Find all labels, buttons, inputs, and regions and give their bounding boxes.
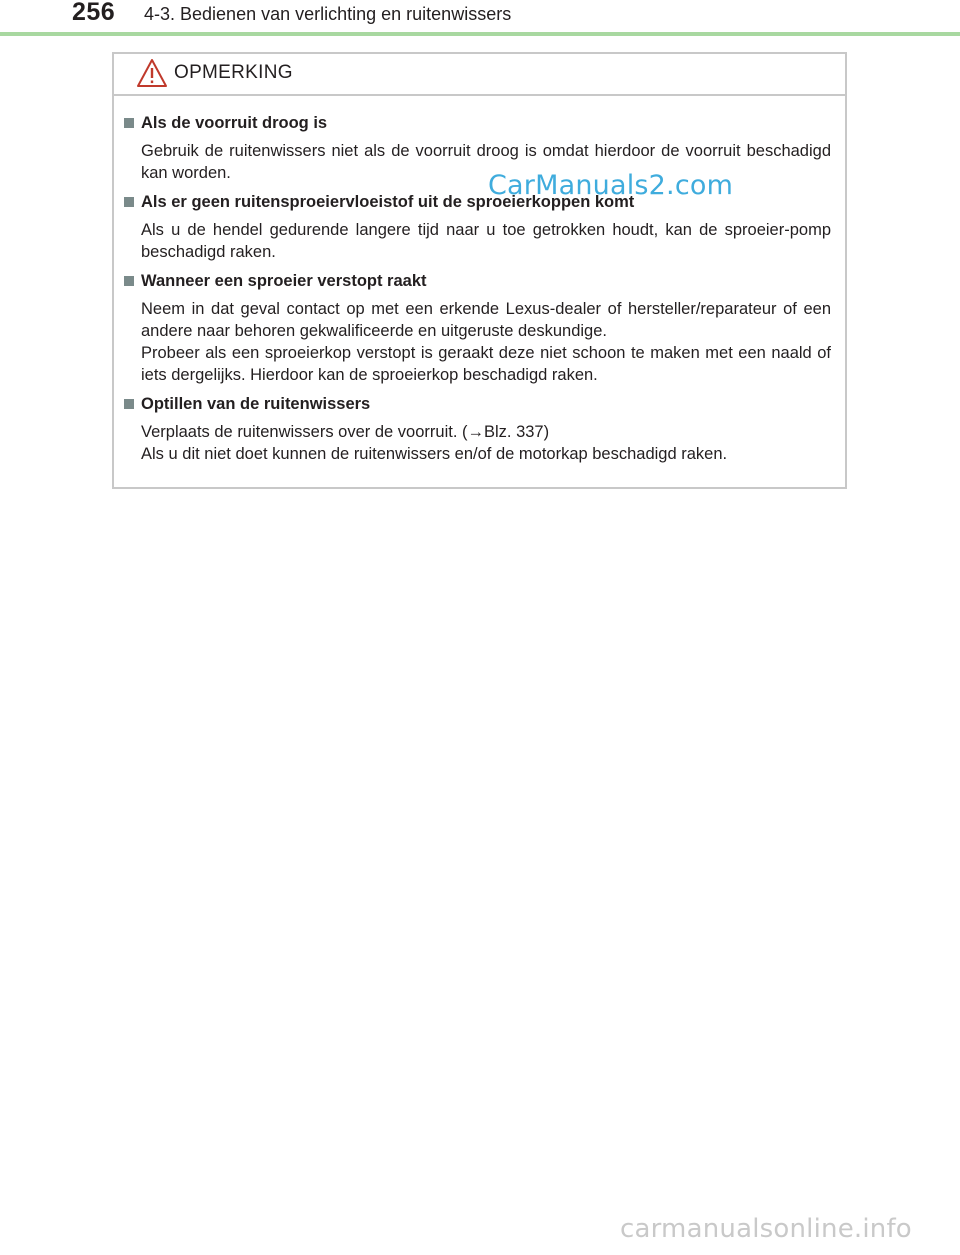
notice-item-title-text: Optillen van de ruitenwissers bbox=[141, 395, 371, 413]
square-bullet-icon bbox=[124, 399, 134, 409]
notice-item-text bbox=[141, 421, 831, 465]
notice-header bbox=[114, 54, 845, 96]
notice-paragraph: Verplaats de ruitenwissers over de voorruit. (→Blz. 337) bbox=[141, 423, 550, 441]
notice-item-text bbox=[141, 219, 831, 263]
watermark-carmanualsonline: carmanualsonline.info bbox=[620, 1214, 912, 1244]
notice-paragraph: Probeer als een sproeierkop verstopt is geraakt deze niet schoon te maken met een naald of iets dergelijks. Hierdoor kan de sproeierkop beschadigd raken. bbox=[141, 344, 831, 384]
notice-box bbox=[112, 52, 847, 489]
notice-item bbox=[122, 191, 831, 263]
notice-item-text bbox=[141, 298, 831, 386]
notice-item-title bbox=[122, 270, 831, 292]
notice-label: OPMERKING bbox=[174, 62, 293, 83]
header-rule bbox=[0, 32, 960, 36]
square-bullet-icon bbox=[124, 118, 134, 128]
notice-item bbox=[122, 393, 831, 465]
notice-item-title-text: Als de voorruit droog is bbox=[141, 114, 328, 132]
page-header bbox=[0, 0, 960, 34]
notice-paragraph: Gebruik de ruitenwissers niet als de voorruit droog is omdat hierdoor de voorruit beschadigd kan worden. bbox=[141, 142, 831, 182]
page-number: 256 bbox=[72, 0, 116, 26]
notice-item-title-text: Als er geen ruitensproeiervloeistof uit de sproeierkoppen komt bbox=[141, 193, 635, 211]
square-bullet-icon bbox=[124, 197, 134, 207]
watermark-carmanuals2: CarManuals2.com bbox=[488, 170, 734, 201]
notice-item-title bbox=[122, 112, 831, 134]
notice-paragraph: Als u de hendel gedurende langere tijd naar u toe getrokken houdt, kan de sproeier-pomp beschadigd raken. bbox=[141, 221, 831, 261]
square-bullet-icon bbox=[124, 276, 134, 286]
notice-item-title-text: Wanneer een sproeier verstopt raakt bbox=[141, 272, 427, 290]
warning-triangle-icon bbox=[136, 58, 168, 88]
notice-paragraph: Neem in dat geval contact op met een erkende Lexus-dealer of hersteller/reparateur of een andere naar behoren gekwalificeerde en uitgeruste deskundige. bbox=[141, 300, 831, 340]
notice-body bbox=[114, 96, 845, 465]
section-title: 4-3. Bedienen van verlichting en ruitenwissers bbox=[144, 4, 512, 24]
notice-item bbox=[122, 270, 831, 386]
notice-item-title bbox=[122, 393, 831, 415]
notice-paragraph: Als u dit niet doet kunnen de ruitenwissers en/of de motorkap beschadigd raken. bbox=[141, 445, 728, 463]
